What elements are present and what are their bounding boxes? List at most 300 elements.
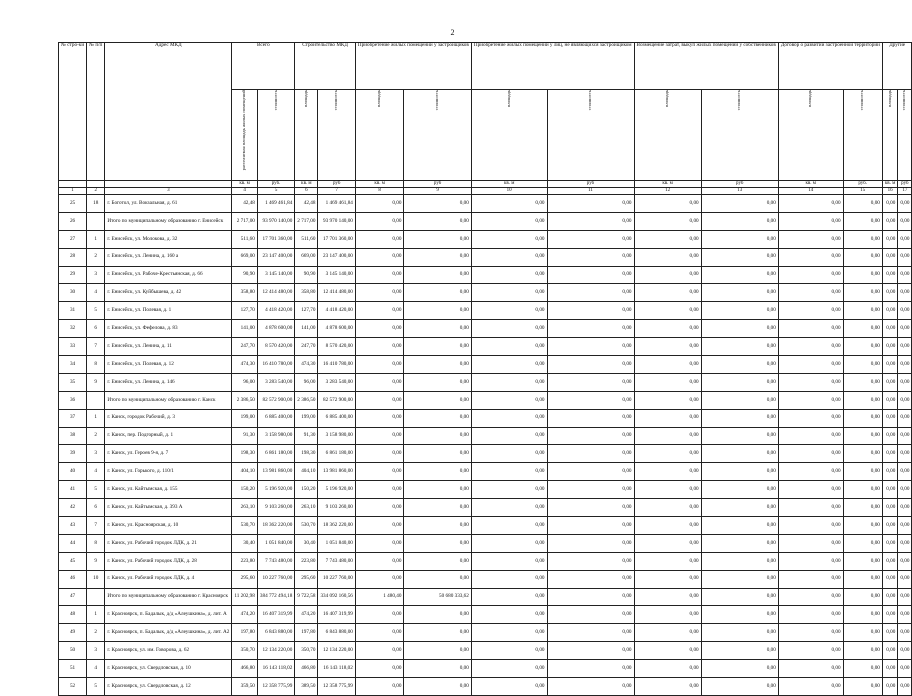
value-cell: 0,00 [355,606,404,624]
header-group-development-contract: Договор о развитии застроенной территории [778,43,882,90]
header-group-compensation: Возмещение затрат, выкуп жилых помещений у собственников [634,43,778,90]
value-cell: 0,00 [355,463,404,481]
value-cell: 6 843 880,00 [318,624,355,642]
header-sub-cell: стоимость [701,90,778,181]
value-cell: 10 227 760,00 [318,570,355,588]
value-cell: 0,00 [547,391,634,409]
column-number-cell: 8 [355,188,404,195]
value-cell: 0,00 [404,499,471,517]
table-row-total [59,391,912,409]
value-cell: 0,00 [778,570,843,588]
item-number-cell: 2 [87,427,105,445]
table-row [59,320,912,338]
value-cell: 4 418 420,00 [318,302,355,320]
value-cell: 0,00 [404,534,471,552]
value-cell: 0,00 [843,248,882,266]
column-number-cell: 10 [471,188,547,195]
value-cell: 0,00 [778,356,843,374]
value-cell: 511,60 [295,230,318,248]
row-number-cell: 25 [59,195,87,213]
value-cell: 0,00 [404,391,471,409]
value-cell: 530,70 [295,517,318,535]
column-number-cell: 3 [105,188,232,195]
value-cell: 0,00 [898,356,912,374]
value-cell: 0,00 [471,588,547,606]
row-number-cell: 30 [59,284,87,302]
header-sub-cell: стоимость [257,90,294,181]
value-cell: 0,00 [701,534,778,552]
value-cell: 0,00 [701,338,778,356]
value-cell: 0,00 [471,391,547,409]
item-number-cell [87,391,105,409]
value-cell: 0,00 [355,624,404,642]
address-cell: г. Красноярск, ул. Свердловская, д. 12 [105,678,232,696]
value-cell: 0,00 [471,230,547,248]
value-cell: 0,00 [355,499,404,517]
value-cell: 96,00 [232,373,258,391]
item-number-cell: 8 [87,356,105,374]
value-cell: 0,00 [882,606,897,624]
value-cell: 0,00 [778,534,843,552]
value-cell: 0,00 [778,463,843,481]
value-cell: 0,00 [882,266,897,284]
item-number-cell: 2 [87,248,105,266]
value-cell: 295,60 [295,570,318,588]
value-cell: 0,00 [898,320,912,338]
value-cell: 0,00 [778,391,843,409]
value-cell: 0,00 [355,230,404,248]
value-cell: 0,00 [898,624,912,642]
value-cell: 0,00 [404,463,471,481]
column-number-cell: 4 [232,188,258,195]
value-cell: 8 570 420,00 [318,338,355,356]
value-cell: 0,00 [701,499,778,517]
row-number-cell: 35 [59,373,87,391]
value-cell: 0,00 [547,266,634,284]
value-cell: 358,80 [232,284,258,302]
value-cell: 0,00 [547,248,634,266]
value-cell: 0,00 [701,463,778,481]
value-cell: 0,00 [882,284,897,302]
header-sub-cell: площадь [634,90,701,181]
value-cell: 466,80 [295,660,318,678]
value-cell: 0,00 [471,373,547,391]
row-number-cell: 44 [59,534,87,552]
value-cell: 0,00 [843,606,882,624]
value-cell: 0,00 [701,391,778,409]
address-cell: г. Енисейск, ул. Куйбышева, д. 42 [105,284,232,302]
value-cell: 0,00 [547,588,634,606]
value-cell: 91,30 [232,427,258,445]
value-cell: 5 196 920,00 [318,481,355,499]
value-cell: 0,00 [701,606,778,624]
header-group-other: Другие [882,43,912,90]
value-cell: 9 722,58 [295,588,318,606]
value-cell: 3 158 980,00 [318,427,355,445]
value-cell: 0,00 [634,302,701,320]
value-cell: 0,00 [404,373,471,391]
value-cell: 0,00 [882,534,897,552]
column-number-cell: 2 [87,188,105,195]
value-cell: 0,00 [701,373,778,391]
value-cell: 0,00 [355,642,404,660]
value-cell: 511,60 [232,230,258,248]
table-body [59,195,912,696]
value-cell: 0,00 [634,660,701,678]
address-cell: г. Красноярск, п. Бадалык, д/д «Алеушкина», д. лит. А [105,606,232,624]
row-number-cell: 39 [59,445,87,463]
value-cell: 0,00 [471,678,547,696]
value-cell: 0,00 [778,481,843,499]
value-cell: 12 134 220,00 [318,642,355,660]
header-row-number: № стро-ки [59,43,87,181]
value-cell: 0,00 [355,284,404,302]
value-cell: 295,60 [232,570,258,588]
value-cell: 0,00 [882,517,897,535]
address-cell: г. Красноярск, ул. им. Говорова, д. 62 [105,642,232,660]
item-number-cell: 4 [87,284,105,302]
value-cell: 18 362 220,00 [318,517,355,535]
value-cell: 0,00 [701,284,778,302]
value-cell: 384 772 494,18 [257,588,294,606]
value-cell: 0,00 [404,552,471,570]
value-cell: 0,00 [634,552,701,570]
value-cell: 0,00 [882,230,897,248]
table-row [59,248,912,266]
value-cell: 0,00 [898,481,912,499]
value-cell: 0,00 [898,302,912,320]
value-cell: 0,00 [634,678,701,696]
value-cell: 0,00 [898,499,912,517]
value-cell: 0,00 [547,212,634,230]
address-cell: г. Канск, городок Рабочий, д. 3 [105,409,232,427]
value-cell: 0,00 [701,266,778,284]
address-cell: г. Канск, пер. Подгорный, д. 1 [105,427,232,445]
header-sub-cell: стоимость [318,90,355,181]
row-number-cell: 46 [59,570,87,588]
value-cell: 0,00 [355,373,404,391]
value-cell: 0,00 [547,552,634,570]
value-cell: 0,00 [634,588,701,606]
value-cell: 0,00 [404,302,471,320]
value-cell: 0,00 [634,409,701,427]
item-number-cell: 10 [87,570,105,588]
value-cell: 0,00 [701,302,778,320]
value-cell: 0,00 [355,481,404,499]
value-cell: 0,00 [882,678,897,696]
value-cell: 0,00 [355,445,404,463]
value-cell: 263,10 [232,499,258,517]
value-cell: 0,00 [898,552,912,570]
value-cell: 247,70 [232,338,258,356]
value-cell: 0,00 [898,534,912,552]
value-cell: 0,00 [882,195,897,213]
table-row [59,624,912,642]
address-cell: г. Енисейск, ул. Фефелова, д. 83 [105,320,232,338]
value-cell: 0,00 [547,284,634,302]
value-cell: 0,00 [843,409,882,427]
value-cell: 0,00 [882,624,897,642]
value-cell: 0,00 [355,195,404,213]
value-cell: 7 743 480,00 [257,552,294,570]
value-cell: 0,00 [701,195,778,213]
value-cell: 0,00 [898,445,912,463]
value-cell: 0,00 [404,445,471,463]
value-cell: 0,00 [471,642,547,660]
value-cell: 0,00 [634,356,701,374]
row-number-cell: 47 [59,588,87,606]
value-cell: 0,00 [898,409,912,427]
value-cell: 4 418 420,00 [257,302,294,320]
row-number-cell: 33 [59,338,87,356]
value-cell: 16 410 780,00 [318,356,355,374]
item-number-cell: 8 [87,534,105,552]
item-number-cell: 5 [87,302,105,320]
value-cell: 0,00 [701,517,778,535]
row-number-cell: 37 [59,409,87,427]
value-cell: 0,00 [471,481,547,499]
value-cell: 0,00 [778,624,843,642]
value-cell: 199,00 [295,409,318,427]
column-number-cell: 5 [257,188,294,195]
value-cell: 0,00 [634,230,701,248]
value-cell: 0,00 [843,427,882,445]
value-cell: 0,00 [547,320,634,338]
value-cell: 0,00 [701,445,778,463]
table-row [59,517,912,535]
address-cell: г. Канск, ул. Красноярская, д. 10 [105,517,232,535]
value-cell: 16 407 319,99 [257,606,294,624]
table-row [59,409,912,427]
value-cell: 0,00 [701,552,778,570]
value-cell: 0,00 [547,409,634,427]
item-number-cell: 7 [87,338,105,356]
table-row [59,427,912,445]
column-number-cell: 13 [701,188,778,195]
value-cell: 0,00 [404,678,471,696]
header-sub-cell: площадь [471,90,547,181]
value-cell: 0,00 [898,678,912,696]
value-cell: 4 878 600,00 [257,320,294,338]
address-cell: г. Енисейск, ул. Ленина, д. 11 [105,338,232,356]
value-cell: 0,00 [404,338,471,356]
value-cell: 1 051 840,00 [257,534,294,552]
value-cell: 0,00 [547,373,634,391]
value-cell: 2 386,50 [232,391,258,409]
table-row [59,642,912,660]
value-cell: 0,00 [898,195,912,213]
value-cell: 474,30 [232,356,258,374]
value-cell: 359,50 [232,678,258,696]
header-sub-cell: стоимость [843,90,882,181]
value-cell: 198,30 [295,445,318,463]
header-sub-cell: стоимость [898,90,912,181]
value-cell: 0,00 [547,302,634,320]
value-cell: 0,00 [547,356,634,374]
address-cell: г. Канск, ул. Кайтымская, д. 155 [105,481,232,499]
value-cell: 1 469 461,84 [318,195,355,213]
table-row [59,373,912,391]
value-cell: 0,00 [898,570,912,588]
value-cell: 0,00 [471,356,547,374]
value-cell: 0,00 [471,212,547,230]
unit-cell: руб. [257,181,294,188]
table-row [59,338,912,356]
table-row [59,678,912,696]
unit-cell: руб. [843,181,882,188]
value-cell: 0,00 [778,517,843,535]
value-cell: 6 843 880,00 [257,624,294,642]
value-cell: 0,00 [404,427,471,445]
value-cell: 0,00 [843,391,882,409]
header-sub-cell: площадь [295,90,318,181]
unit-cell: кв. м [778,181,843,188]
value-cell: 0,00 [701,248,778,266]
value-cell: 474,20 [295,606,318,624]
row-number-cell: 38 [59,427,87,445]
value-cell: 0,00 [355,212,404,230]
value-cell: 0,00 [882,552,897,570]
row-number-cell: 31 [59,302,87,320]
value-cell: 42,48 [232,195,258,213]
address-cell: г. Красноярск, ул. Свердловская, д. 10 [105,660,232,678]
value-cell: 0,00 [547,499,634,517]
header-sub-cell: стоимость [547,90,634,181]
header-sub-cell: площадь [882,90,897,181]
unit-cell [87,181,105,188]
value-cell: 0,00 [843,284,882,302]
value-cell: 0,00 [634,570,701,588]
value-cell: 0,00 [898,642,912,660]
item-number-cell [87,212,105,230]
item-number-cell: 3 [87,266,105,284]
header-address: Адрес МКД [105,43,232,181]
row-number-cell: 29 [59,266,87,284]
value-cell: 0,00 [355,320,404,338]
value-cell: 6 885 400,00 [318,409,355,427]
value-cell: 0,00 [634,195,701,213]
value-cell: 0,00 [547,678,634,696]
unit-cell: кв. м [355,181,404,188]
value-cell: 0,00 [634,212,701,230]
value-cell: 0,00 [471,284,547,302]
unit-cell: руб [547,181,634,188]
value-cell: 0,00 [882,248,897,266]
column-number-cell: 1 [59,188,87,195]
value-cell: 0,00 [355,678,404,696]
value-cell: 0,00 [404,284,471,302]
value-cell: 0,00 [843,534,882,552]
address-cell: г. Канск, ул. Рабочий городок ЛДК, д. 4 [105,570,232,588]
value-cell: 0,00 [634,463,701,481]
header-item-number: № п/п [87,43,105,181]
value-cell: 0,00 [843,499,882,517]
column-number-cell: 17 [898,188,912,195]
value-cell: 0,00 [778,248,843,266]
value-cell: 3 158 980,00 [257,427,294,445]
address-cell: Итого по муниципальному образованию г. Канск [105,391,232,409]
value-cell: 404,10 [295,463,318,481]
table-row-total [59,212,912,230]
value-cell: 90,90 [295,266,318,284]
row-number-cell: 36 [59,391,87,409]
value-cell: 0,00 [547,338,634,356]
value-cell: 93 970 140,00 [318,212,355,230]
value-cell: 0,00 [404,409,471,427]
value-cell: 0,00 [355,302,404,320]
value-cell: 17 701 360,00 [257,230,294,248]
value-cell: 6 861 180,00 [318,445,355,463]
value-cell: 0,00 [843,230,882,248]
value-cell: 3 283 540,00 [257,373,294,391]
header-row-groups [59,43,912,90]
value-cell: 0,00 [634,320,701,338]
value-cell: 82 572 900,00 [257,391,294,409]
unit-cell: кв. м [295,181,318,188]
value-cell: 358,80 [295,284,318,302]
value-cell: 13 981 860,00 [318,463,355,481]
value-cell: 0,00 [547,606,634,624]
value-cell: 0,00 [843,373,882,391]
unit-cell: руб [898,181,912,188]
value-cell: 7 743 480,00 [318,552,355,570]
value-cell: 0,00 [471,445,547,463]
column-number-cell: 6 [295,188,318,195]
row-number-cell: 52 [59,678,87,696]
value-cell: 0,00 [471,517,547,535]
value-cell: 0,00 [471,320,547,338]
value-cell: 16 410 780,00 [257,356,294,374]
value-cell: 91,30 [295,427,318,445]
value-cell: 127,70 [232,302,258,320]
value-cell: 0,00 [471,534,547,552]
value-cell: 0,00 [355,660,404,678]
value-cell: 0,00 [634,481,701,499]
value-cell: 5 196 920,00 [257,481,294,499]
value-cell: 350,70 [295,642,318,660]
row-number-cell: 43 [59,517,87,535]
value-cell: 0,00 [355,266,404,284]
value-cell: 82 572 900,00 [318,391,355,409]
header-row-column-numbers [59,188,912,195]
value-cell: 474,30 [295,356,318,374]
value-cell: 30,40 [232,534,258,552]
value-cell: 0,00 [547,481,634,499]
value-cell: 127,70 [295,302,318,320]
table-row [59,356,912,374]
value-cell: 334 092 160,56 [318,588,355,606]
value-cell: 404,10 [232,463,258,481]
resettlement-table [58,42,912,696]
value-cell: 6 885 400,00 [257,409,294,427]
value-cell: 0,00 [355,534,404,552]
value-cell: 0,00 [778,373,843,391]
value-cell: 0,00 [778,606,843,624]
row-number-cell: 42 [59,499,87,517]
column-number-cell: 15 [843,188,882,195]
unit-cell [59,181,87,188]
item-number-cell: 4 [87,660,105,678]
value-cell: 30,40 [295,534,318,552]
value-cell: 0,00 [898,391,912,409]
value-cell: 0,00 [843,624,882,642]
value-cell: 350,70 [232,642,258,660]
item-number-cell: 1 [87,230,105,248]
value-cell: 0,00 [778,660,843,678]
value-cell: 0,00 [882,642,897,660]
row-number-cell: 51 [59,660,87,678]
value-cell: 0,00 [547,445,634,463]
